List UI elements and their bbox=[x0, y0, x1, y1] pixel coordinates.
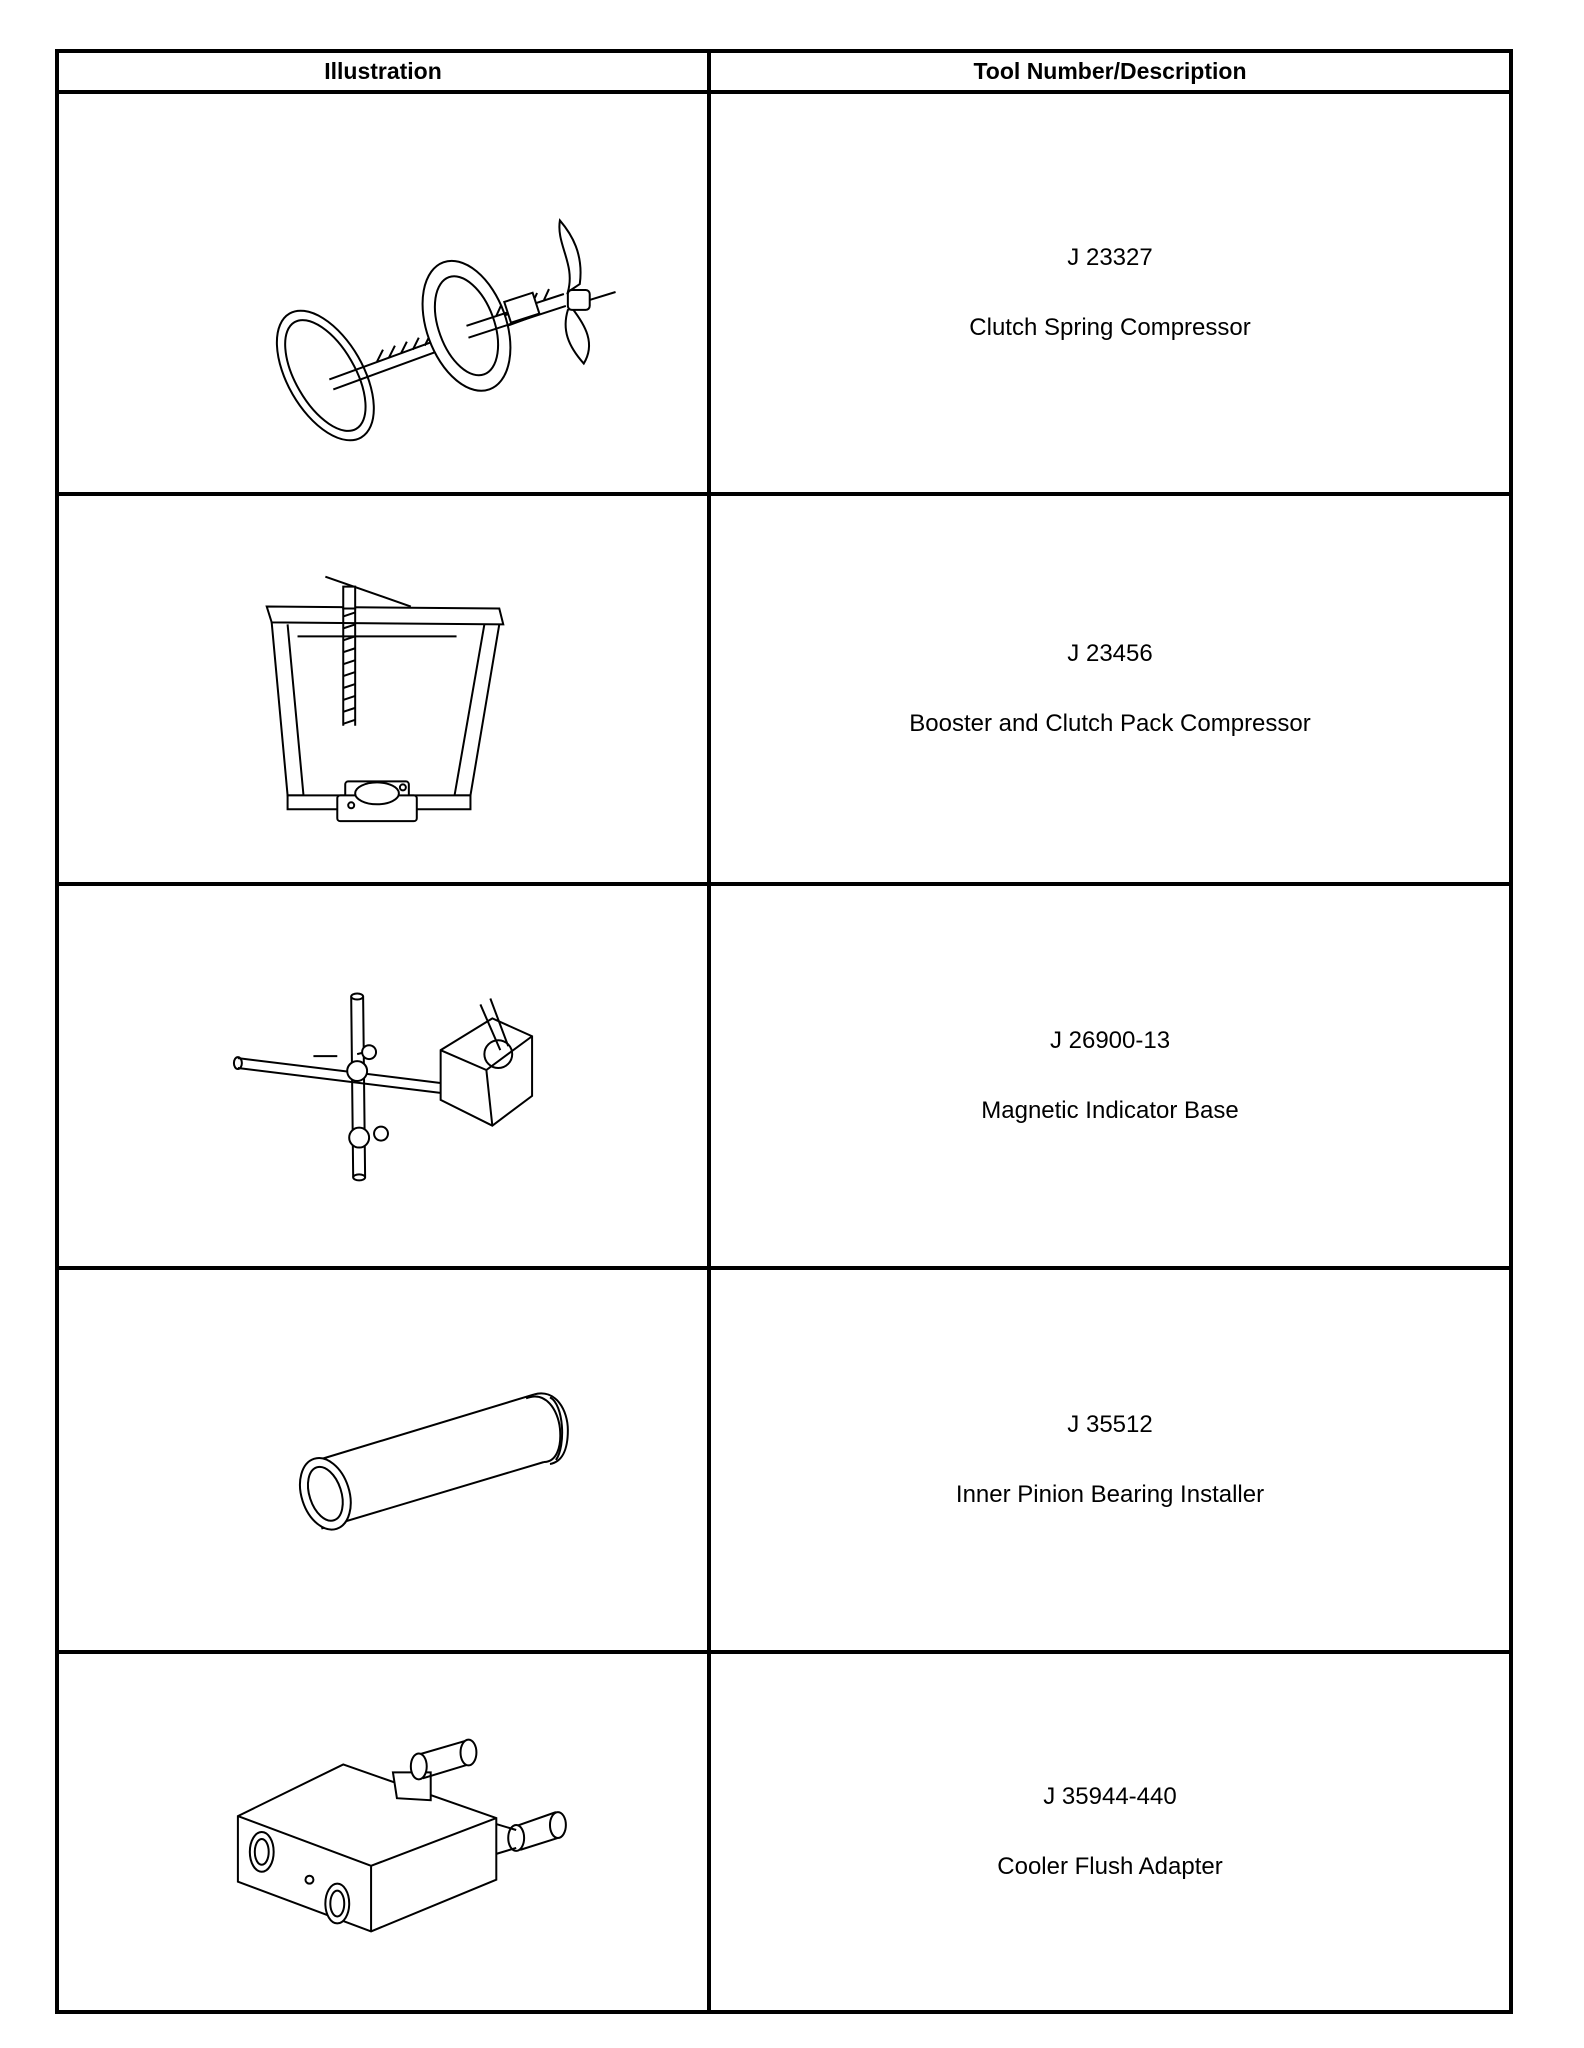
table-row bbox=[57, 884, 1511, 1268]
tool-description: Booster and Clutch Pack Compressor bbox=[909, 710, 1311, 737]
inner-pinion-bearing-installer-icon bbox=[59, 1270, 707, 1650]
tool-number: J 23327 bbox=[1067, 244, 1153, 271]
cooler-flush-adapter-icon bbox=[59, 1654, 707, 2010]
table-row bbox=[57, 1268, 1511, 1652]
illustration-header: Illustration bbox=[57, 51, 709, 92]
tool-number: J 35512 bbox=[1067, 1411, 1153, 1438]
booster-clutch-pack-compressor-icon bbox=[59, 496, 707, 882]
clutch-spring-compressor-icon bbox=[59, 94, 707, 492]
tool-description: Clutch Spring Compressor bbox=[969, 314, 1251, 341]
illustration-cell bbox=[57, 494, 709, 884]
tool-number: J 23456 bbox=[1067, 640, 1153, 667]
tool-description-cell bbox=[709, 1268, 1511, 1652]
table-row bbox=[57, 494, 1511, 884]
tool-description: Cooler Flush Adapter bbox=[997, 1853, 1223, 1880]
table-row bbox=[57, 92, 1511, 494]
tool-description-cell bbox=[709, 884, 1511, 1268]
illustration-cell bbox=[57, 92, 709, 494]
tool-description-cell bbox=[709, 1652, 1511, 2012]
tool-description-cell bbox=[709, 494, 1511, 884]
illustration-cell bbox=[57, 884, 709, 1268]
tool-description-cell bbox=[709, 92, 1511, 494]
tool-number: J 35944-440 bbox=[1043, 1783, 1177, 1810]
special-tools-table bbox=[55, 49, 1513, 2014]
illustration-cell bbox=[57, 1268, 709, 1652]
tool-description: Magnetic Indicator Base bbox=[981, 1097, 1239, 1124]
tool-description: Inner Pinion Bearing Installer bbox=[955, 1481, 1265, 1508]
illustration-cell bbox=[57, 1652, 709, 2012]
magnetic-indicator-base-icon bbox=[59, 886, 707, 1266]
tool-number-description-header: Tool Number/Description bbox=[709, 51, 1511, 92]
table-row bbox=[57, 1652, 1511, 2012]
header-row bbox=[57, 51, 1511, 92]
tool-number: J 26900-13 bbox=[1049, 1027, 1171, 1054]
